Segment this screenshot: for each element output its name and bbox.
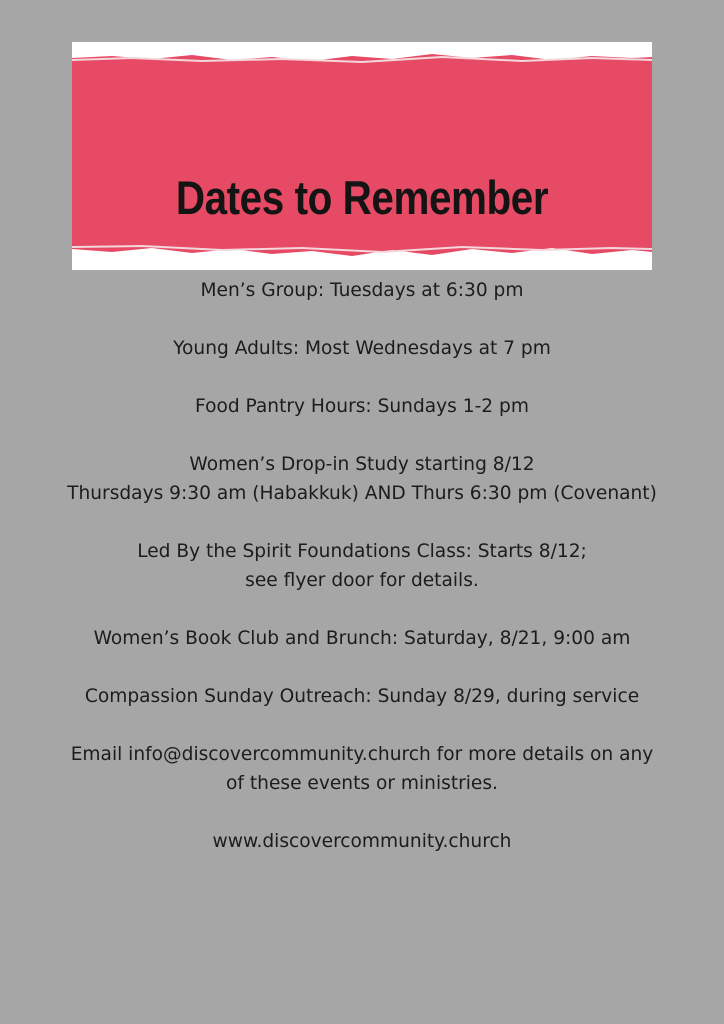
event-line: Women’s Book Club and Brunch: Saturday, 8/21, 9:00 am (93, 628, 631, 649)
event-line: see flyer door for details. (245, 570, 479, 591)
event-line: Email info@discovercommunity.church for more details on any (70, 744, 654, 765)
event-line: Led By the Spirit Foundations Class: Starts 8/12; (137, 541, 587, 562)
event-entry-womens-study (20, 450, 704, 508)
event-list (20, 276, 704, 885)
event-entry-food-pantry (20, 392, 704, 421)
torn-paper-graphic (72, 42, 652, 270)
event-entry-foundations-class (20, 537, 704, 595)
website-line: www.discovercommunity.church (212, 831, 512, 852)
event-entry-young-adults (20, 334, 704, 363)
event-line: Young Adults: Most Wednesdays at 7 pm (173, 338, 551, 359)
event-entry-book-club (20, 624, 704, 653)
banner-title: Dates to Remember (175, 171, 549, 224)
torn-paper-banner (72, 42, 652, 270)
event-line: of these events or ministries. (226, 773, 498, 794)
website-url (20, 827, 704, 856)
event-line: Women’s Drop-in Study starting 8/12 (189, 454, 535, 475)
event-line: Food Pantry Hours: Sundays 1-2 pm (195, 396, 529, 417)
event-line: Thursdays 9:30 am (Habakkuk) AND Thurs 6:30 pm (Covenant) (67, 483, 657, 504)
contact-email-note (20, 740, 704, 798)
event-entry-compassion-sunday (20, 682, 704, 711)
event-line: Compassion Sunday Outreach: Sunday 8/29, during service (84, 686, 640, 707)
event-entry-mens-group (20, 276, 704, 305)
event-line: Men’s Group: Tuesdays at 6:30 pm (200, 280, 524, 301)
